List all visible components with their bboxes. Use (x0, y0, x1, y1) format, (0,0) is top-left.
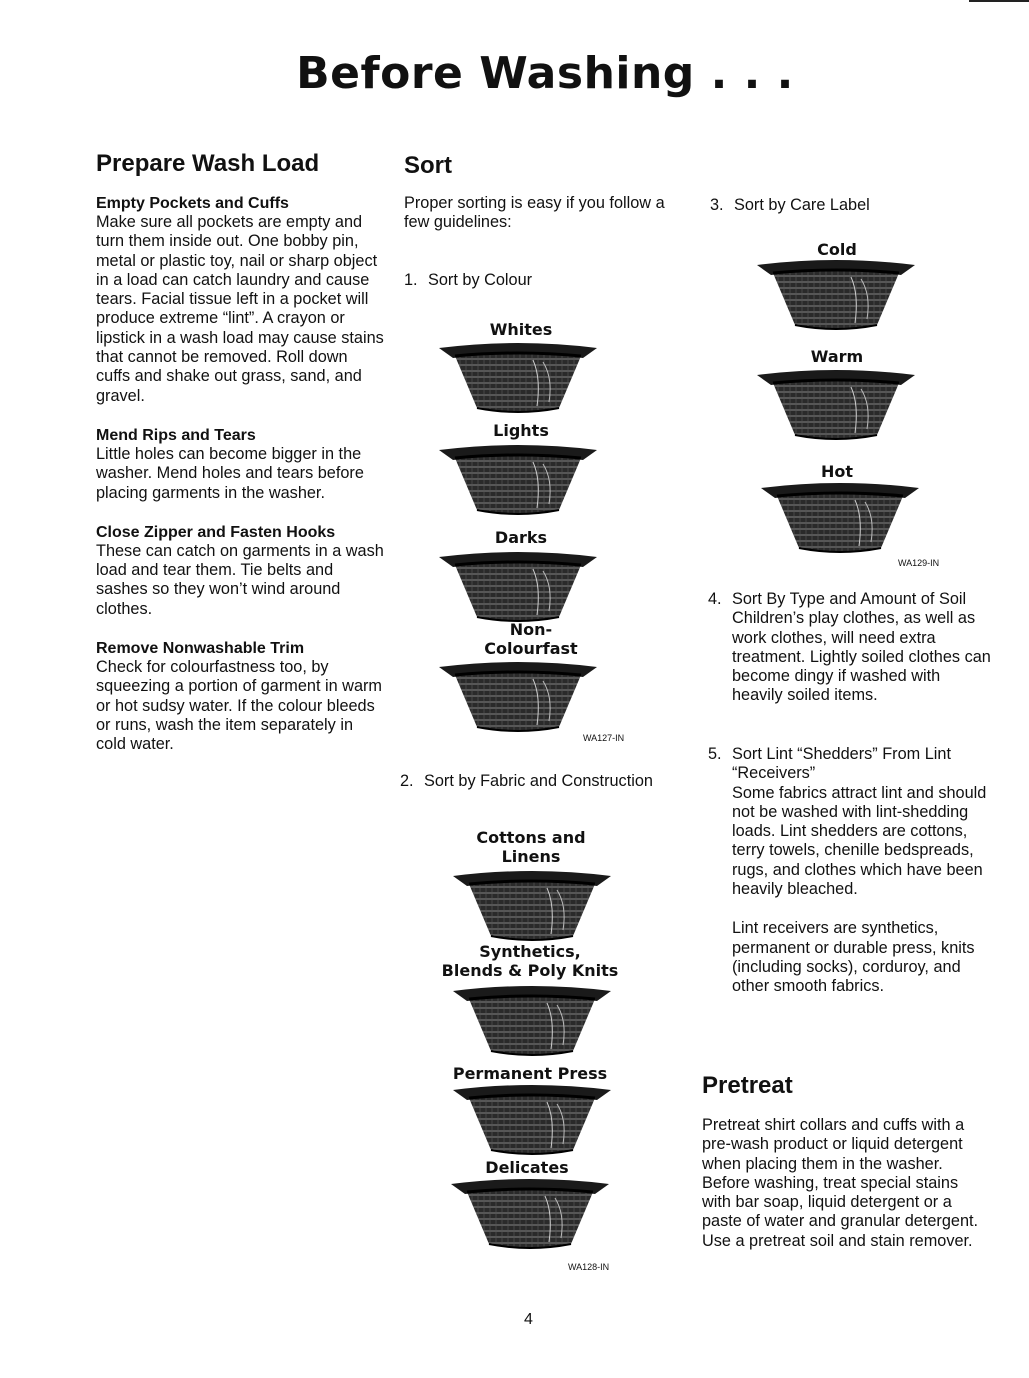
basket-icon (445, 1174, 615, 1252)
basket-icon (433, 338, 603, 416)
sort-item-5 (708, 745, 993, 997)
list-number: 2. (400, 772, 414, 790)
basket-label-cold: Cold (817, 240, 857, 259)
section-text: These can catch on garments in a wash load and tear them. Tie belts and sashes so they won’t wind around clothes. (96, 541, 384, 618)
list-number: 3. (710, 196, 724, 214)
list-text: Some fabrics attract lint and should not be washed with lint-shedding loads. Lint shedders are cottons, terry towels, chenille bedspreads, rugs, and clothes which have been heavily bleached. (732, 783, 987, 899)
list-number: 5. (708, 745, 722, 763)
basket-icon (447, 981, 617, 1059)
basket-label-synthetics: Synthetics, Blends & Poly Knits (441, 942, 619, 980)
basket-icon (751, 365, 921, 443)
section-heading: Empty Pockets and Cuffs (96, 195, 289, 212)
sort-item-4 (708, 590, 993, 706)
basket-icon (755, 478, 925, 556)
basket-icon (433, 547, 603, 625)
list-title: Sort By Type and Amount of Soil (732, 590, 967, 608)
list-text: Sort by Fabric and Construction (424, 772, 653, 790)
list-title: Sort Lint “Shedders” From Lint “Receivers” (732, 745, 951, 783)
sort-item-2 (400, 772, 685, 791)
basket-icon (751, 255, 921, 333)
basket-label-hot: Hot (820, 462, 854, 481)
basket-icon (433, 657, 603, 735)
section-text: Make sure all pockets are empty and turn them inside out. One bobby pin, metal or plastic toy, nail or sharp object in a load can catch laundry and cause tears. Facial tissue left in a pocket will produce extreme “lint”. A crayon or lipstick in a wash load may cause stains that cannot be removed. Roll down cuffs and shake out grass, sand, and gravel. (96, 213, 384, 405)
basket-icon (433, 440, 603, 518)
list-number: 4. (708, 590, 722, 608)
section-text: Little holes can become bigger in the washer. Mend holes and tears before placing garments in the washer. (96, 444, 364, 502)
page-title: Before Washing . . . (296, 48, 794, 99)
list-text: Sort by Colour (428, 271, 533, 289)
page-number: 4 (524, 1311, 533, 1328)
sort-intro: Proper sorting is easy if you follow a few guidelines: (404, 194, 665, 232)
figure-code: WA127-IN (583, 733, 625, 743)
list-text-2: Lint receivers are synthetics, permanent or durable press, knits (including socks), corduroy, and other smooth fabrics. (732, 919, 975, 996)
basket-label-lights: Lights (493, 421, 549, 440)
basket-label-whites: Whites (489, 320, 553, 339)
section-heading: Close Zipper and Fasten Hooks (96, 523, 336, 541)
sort-item-1 (404, 271, 684, 290)
basket-icon (447, 1080, 617, 1158)
section-text: Check for colourfastness too, by squeezing a portion of garment in warm or hot sudsy water. If the colour bleeds or runs, wash the item separately in cold water. (96, 658, 382, 754)
basket-label-non-colourfast: Non- Colourfast (484, 620, 578, 658)
basket-label-permanent-press: Permanent Press (452, 1064, 608, 1083)
section-empty-pockets (96, 194, 386, 406)
figure-code: WA129-IN (898, 558, 940, 568)
sort-item-3 (710, 196, 990, 215)
prepare-column (96, 150, 386, 755)
basket-label-darks: Darks (494, 528, 548, 547)
list-text: Sort by Care Label (734, 196, 870, 214)
corner-rule (969, 0, 1029, 2)
list-number: 1. (404, 271, 418, 289)
basket-label-cottons: Cottons and Linens (476, 828, 586, 866)
section-heading: Mend Rips and Tears (96, 426, 256, 444)
basket-label-warm: Warm (810, 347, 864, 366)
prepare-heading: Prepare Wash Load (96, 150, 320, 177)
section-close-zipper (96, 523, 386, 619)
list-text: Children’s play clothes, as well as work clothes, will need extra treatment. Lightly soiled clothes can become dingy if washed with heavily soiled items. (732, 609, 991, 705)
section-heading: Remove Nonwashable Trim (96, 640, 305, 658)
figure-code: WA128-IN (568, 1262, 610, 1272)
basket-label-delicates: Delicates (485, 1158, 569, 1177)
section-remove-trim (96, 639, 386, 754)
basket-icon (447, 866, 617, 944)
sort-heading: Sort (404, 152, 452, 179)
pretreat-text: Pretreat shirt collars and cuffs with a pre-wash product or liquid detergent when placing them in the washer. Before washing, treat special stains with bar soap, liquid detergent or a paste of water and granular detergent. Use a pretreat soil and stain remover. (702, 1116, 979, 1250)
section-mend-rips (96, 426, 386, 503)
pretreat-heading: Pretreat (702, 1072, 793, 1099)
